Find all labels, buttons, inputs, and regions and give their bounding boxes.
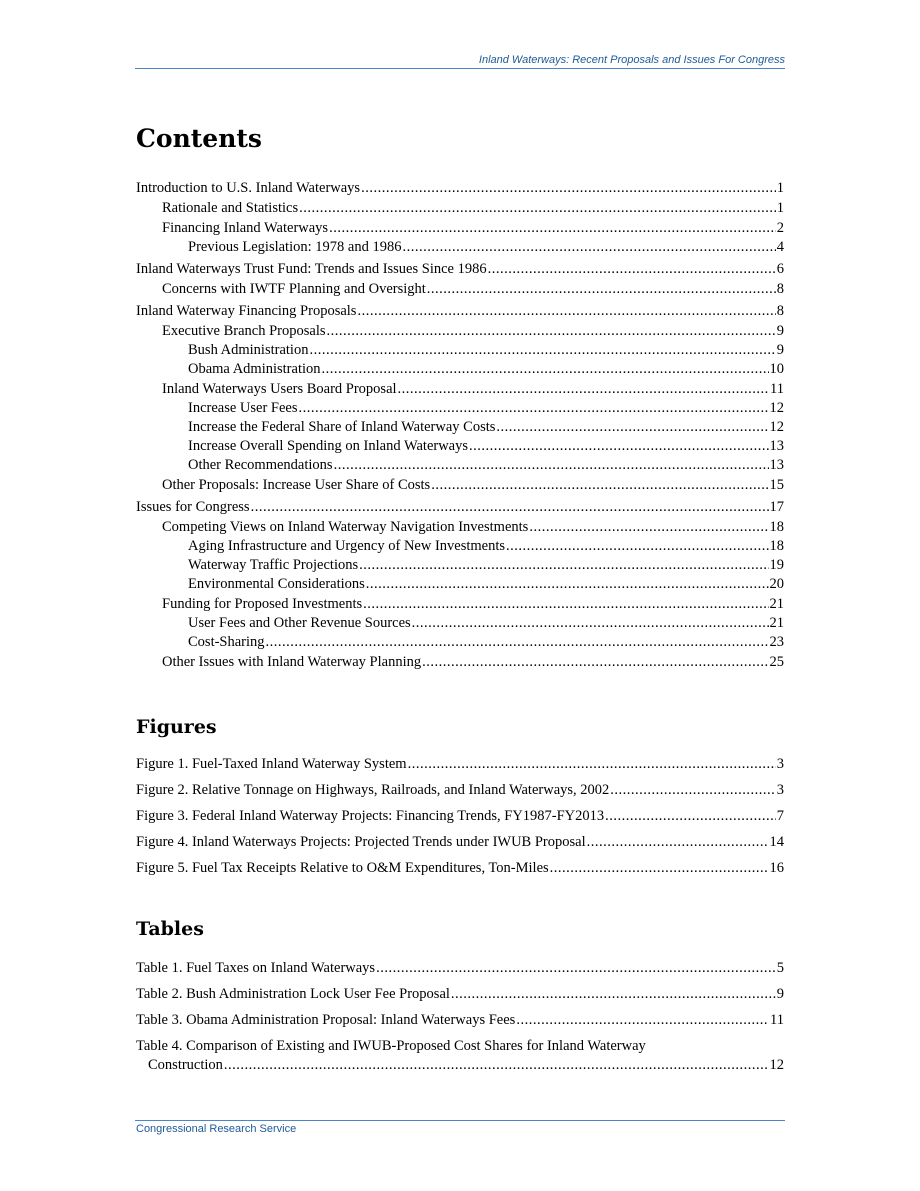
dot-leader bbox=[398, 380, 769, 399]
dot-leader bbox=[361, 179, 776, 198]
dot-leader bbox=[422, 653, 768, 672]
toc-entry[interactable] bbox=[136, 238, 784, 257]
toc-entry[interactable] bbox=[136, 260, 784, 279]
toc-entry-page: 9 bbox=[776, 342, 784, 358]
toc-entry-page: 11 bbox=[770, 381, 784, 397]
dot-leader bbox=[610, 781, 775, 800]
toc-entry-page: 12 bbox=[769, 419, 784, 435]
toc-entry[interactable] bbox=[136, 399, 784, 418]
toc-entry[interactable] bbox=[136, 985, 784, 1004]
contents-heading: Contents bbox=[136, 124, 263, 153]
toc-entry-page: 8 bbox=[776, 281, 784, 297]
toc-entry[interactable] bbox=[136, 859, 784, 878]
toc-entry[interactable] bbox=[136, 498, 784, 517]
dot-leader bbox=[334, 456, 769, 475]
dot-leader bbox=[506, 537, 768, 556]
toc-entry-title: Funding for Proposed Investments bbox=[162, 596, 363, 612]
toc-entry-page: 20 bbox=[769, 576, 784, 592]
toc-entry-page: 13 bbox=[769, 438, 784, 454]
toc-entry[interactable] bbox=[136, 1011, 784, 1030]
dot-leader bbox=[469, 437, 768, 456]
dot-leader bbox=[376, 959, 776, 978]
toc-entry-page: 15 bbox=[769, 477, 784, 493]
toc-entry-title: Competing Views on Inland Waterway Navigation Investments bbox=[162, 519, 529, 535]
toc-entry-page: 21 bbox=[769, 615, 784, 631]
dot-leader bbox=[327, 322, 776, 341]
dot-leader bbox=[299, 399, 769, 418]
dot-leader bbox=[605, 807, 776, 826]
toc-entry[interactable] bbox=[136, 322, 784, 341]
toc-entry-title: Rationale and Statistics bbox=[162, 200, 299, 216]
toc-entry[interactable] bbox=[136, 179, 784, 198]
toc-entry[interactable] bbox=[136, 633, 784, 652]
toc-entry-page: 13 bbox=[769, 457, 784, 473]
dot-leader bbox=[299, 199, 776, 218]
figures-list bbox=[136, 752, 784, 885]
toc-entry-title: Other Recommendations bbox=[188, 457, 333, 473]
dot-leader bbox=[322, 360, 769, 379]
toc-entry-title: Previous Legislation: 1978 and 1986 bbox=[188, 239, 402, 255]
toc-entry-page: 21 bbox=[769, 596, 784, 612]
toc-entry[interactable] bbox=[136, 959, 784, 978]
toc-entry-title: Concerns with IWTF Planning and Oversight bbox=[162, 281, 426, 297]
toc-entry[interactable] bbox=[136, 280, 784, 299]
toc-entry[interactable] bbox=[136, 341, 784, 360]
toc-entry-page: 18 bbox=[769, 538, 784, 554]
toc-entry-title: Issues for Congress bbox=[136, 499, 250, 515]
toc-entry-title: Figure 1. Fuel-Taxed Inland Waterway System bbox=[136, 756, 407, 772]
tables-heading: Tables bbox=[136, 918, 204, 940]
toc-entry-title: Financing Inland Waterways bbox=[162, 220, 329, 236]
dot-leader bbox=[427, 280, 776, 299]
toc-entry-page: 12 bbox=[769, 1057, 784, 1073]
tables-list bbox=[136, 956, 784, 1075]
toc-entry[interactable] bbox=[136, 556, 784, 575]
toc-entry-page: 9 bbox=[776, 986, 784, 1002]
toc-entry-title: Other Proposals: Increase User Share of Costs bbox=[162, 477, 431, 493]
toc-entry-title: Inland Waterways Users Board Proposal bbox=[162, 381, 397, 397]
toc-entry[interactable] bbox=[136, 614, 784, 633]
dot-leader bbox=[516, 1011, 769, 1030]
toc-entry-title: User Fees and Other Revenue Sources bbox=[188, 615, 411, 631]
toc-entry-page: 1 bbox=[776, 180, 784, 196]
toc-entry-title: Environmental Considerations bbox=[188, 576, 365, 592]
dot-leader bbox=[529, 518, 768, 537]
dot-leader bbox=[224, 1056, 769, 1075]
toc-entry[interactable] bbox=[136, 755, 784, 774]
dot-leader bbox=[408, 755, 776, 774]
toc-entry-page: 2 bbox=[776, 220, 784, 236]
toc-entry[interactable] bbox=[136, 456, 784, 475]
toc-entry[interactable] bbox=[136, 360, 784, 379]
toc-entry[interactable] bbox=[136, 575, 784, 594]
toc-entry-page: 23 bbox=[769, 634, 784, 650]
toc-entry[interactable] bbox=[136, 437, 784, 456]
toc-entry[interactable] bbox=[136, 653, 784, 672]
toc-entry-page: 17 bbox=[769, 499, 784, 515]
dot-leader bbox=[451, 985, 776, 1004]
toc-entry-continuation bbox=[136, 1056, 784, 1075]
toc-entry-page: 7 bbox=[776, 808, 784, 824]
dot-leader bbox=[329, 219, 776, 238]
toc-entry-page: 1 bbox=[776, 200, 784, 216]
dot-leader bbox=[412, 614, 769, 633]
toc-entry-page: 16 bbox=[769, 860, 784, 876]
toc-entry[interactable] bbox=[136, 807, 784, 826]
toc-entry-title: Table 2. Bush Administration Lock User Fee Proposal bbox=[136, 986, 450, 1002]
dot-leader bbox=[431, 476, 768, 495]
toc-entry[interactable] bbox=[136, 219, 784, 238]
toc-entry[interactable] bbox=[136, 380, 784, 399]
footer-divider bbox=[135, 1120, 785, 1121]
toc-entry-title: Introduction to U.S. Inland Waterways bbox=[136, 180, 361, 196]
toc-entry-title: Waterway Traffic Projections bbox=[188, 557, 359, 573]
toc-entry[interactable] bbox=[136, 418, 784, 437]
toc-entry-title: Inland Waterway Financing Proposals bbox=[136, 303, 357, 319]
toc-entry-title: Executive Branch Proposals bbox=[162, 323, 326, 339]
toc-entry-page: 18 bbox=[769, 519, 784, 535]
toc-entry-title: Increase User Fees bbox=[188, 400, 298, 416]
toc-entry-page: 12 bbox=[769, 400, 784, 416]
toc-entry-page: 4 bbox=[776, 239, 784, 255]
toc-entry-title: Figure 4. Inland Waterways Projects: Projected Trends under IWUB Proposal bbox=[136, 834, 586, 850]
contents-list bbox=[136, 176, 784, 672]
toc-entry[interactable] bbox=[136, 781, 784, 800]
toc-entry-page: 3 bbox=[776, 756, 784, 772]
footer-source: Congressional Research Service bbox=[136, 1123, 297, 1135]
dot-leader bbox=[359, 556, 768, 575]
dot-leader bbox=[587, 833, 769, 852]
toc-entry-title: Table 1. Fuel Taxes on Inland Waterways bbox=[136, 960, 376, 976]
header-divider bbox=[135, 68, 785, 69]
toc-entry[interactable] bbox=[136, 476, 784, 495]
toc-entry[interactable] bbox=[136, 199, 784, 218]
toc-entry[interactable] bbox=[136, 1037, 784, 1075]
toc-entry-page: 8 bbox=[776, 303, 784, 319]
toc-entry[interactable] bbox=[136, 518, 784, 537]
toc-entry-page: 5 bbox=[776, 960, 784, 976]
dot-leader bbox=[488, 260, 776, 279]
toc-entry-title: Cost-Sharing bbox=[188, 634, 265, 650]
toc-entry-title: Figure 2. Relative Tonnage on Highways, Railroads, and Inland Waterways, 2002 bbox=[136, 782, 610, 798]
toc-entry-page: 25 bbox=[769, 654, 784, 670]
toc-entry-title: Bush Administration bbox=[188, 342, 309, 358]
toc-entry-title: Increase the Federal Share of Inland Waterway Costs bbox=[188, 419, 496, 435]
dot-leader bbox=[251, 498, 769, 517]
toc-entry-title: Aging Infrastructure and Urgency of New Investments bbox=[188, 538, 506, 554]
toc-entry-page: 11 bbox=[770, 1012, 784, 1028]
dot-leader bbox=[496, 418, 768, 437]
toc-entry[interactable] bbox=[136, 595, 784, 614]
toc-entry-page: 19 bbox=[769, 557, 784, 573]
toc-entry-page: 14 bbox=[769, 834, 784, 850]
dot-leader bbox=[550, 859, 769, 878]
figures-heading: Figures bbox=[136, 716, 217, 738]
toc-entry-title-continued: Construction bbox=[148, 1057, 223, 1073]
toc-entry[interactable] bbox=[136, 302, 784, 321]
dot-leader bbox=[402, 238, 775, 257]
toc-entry-title: Obama Administration bbox=[188, 361, 321, 377]
toc-entry-title: Figure 5. Fuel Tax Receipts Relative to O&M Expenditures, Ton-Miles bbox=[136, 860, 549, 876]
dot-leader bbox=[266, 633, 769, 652]
dot-leader bbox=[363, 595, 768, 614]
toc-entry[interactable] bbox=[136, 537, 784, 556]
toc-entry-page: 9 bbox=[776, 323, 784, 339]
toc-entry-title: Other Issues with Inland Waterway Planning bbox=[162, 654, 422, 670]
toc-entry-title: Increase Overall Spending on Inland Waterways bbox=[188, 438, 469, 454]
toc-entry-title: Table 4. Comparison of Existing and IWUB-Proposed Cost Shares for Inland Waterway bbox=[136, 1038, 646, 1054]
dot-leader bbox=[357, 302, 775, 321]
toc-entry-page: 3 bbox=[776, 782, 784, 798]
dot-leader bbox=[309, 341, 775, 360]
toc-entry-title: Table 3. Obama Administration Proposal: Inland Waterways Fees bbox=[136, 1012, 516, 1028]
toc-entry[interactable] bbox=[136, 833, 784, 852]
toc-entry-page: 10 bbox=[769, 361, 784, 377]
toc-entry-title: Figure 3. Federal Inland Waterway Projects: Financing Trends, FY1987-FY2013 bbox=[136, 808, 605, 824]
dot-leader bbox=[366, 575, 769, 594]
toc-entry-page: 6 bbox=[776, 261, 784, 277]
running-header-title: Inland Waterways: Recent Proposals and Issues For Congress bbox=[478, 54, 785, 66]
toc-entry-title: Inland Waterways Trust Fund: Trends and Issues Since 1986 bbox=[136, 261, 487, 277]
